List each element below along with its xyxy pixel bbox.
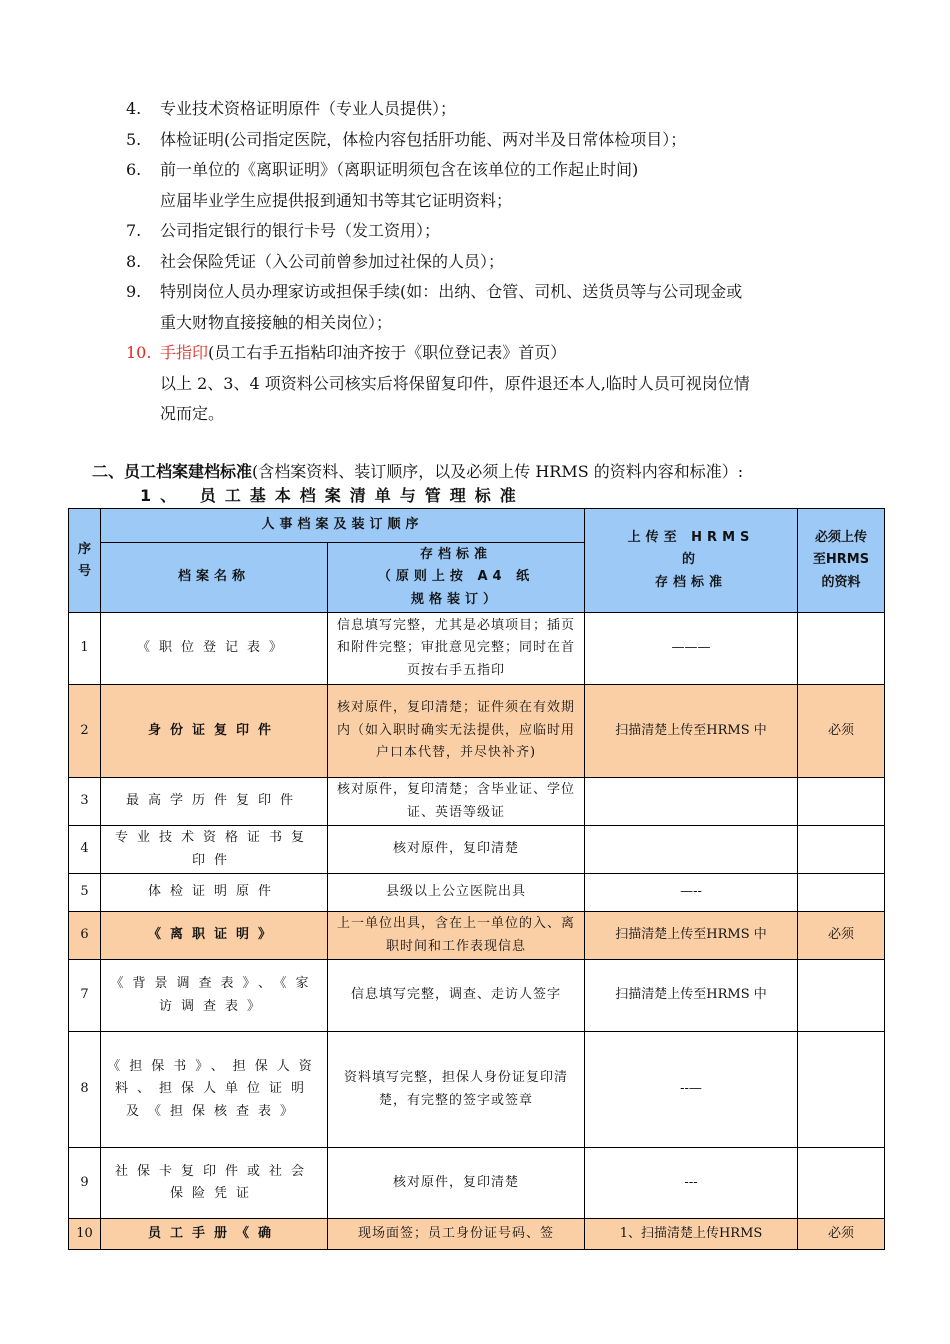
row-must — [798, 778, 885, 826]
row-no: 8 — [69, 1032, 101, 1148]
row-name: 身份证复印件 — [101, 685, 328, 778]
row-name: 《背景调查表》、《家访调查表》 — [101, 960, 328, 1032]
row-standard: 信息填写完整，调查、走访人签字 — [328, 960, 585, 1032]
row-standard: 现场面签；员工身份证号码、签 — [328, 1219, 585, 1250]
table-row — [69, 912, 885, 960]
list-item-extra: 应届毕业学生应提供报到通知书等其它证明资料； — [160, 190, 513, 210]
item-number: 8. — [126, 251, 142, 271]
item-number: 5. — [126, 129, 142, 149]
row-standard: 县级以上公立医院出具 — [328, 874, 585, 912]
item-text: 体检证明(公司指定医院，体检内容包括肝功能、两对半及日常体检项目）； — [160, 129, 687, 149]
row-must — [798, 613, 885, 685]
row-upload: 扫描清楚上传至HRMS 中 — [585, 912, 798, 960]
row-standard: 资料填写完整，担保人身份证复印清楚，有完整的签字或签章 — [328, 1032, 585, 1148]
list-item — [126, 277, 886, 308]
list-item — [126, 94, 886, 125]
list-item-continuation: 重大财物直接接触的相关岗位）； — [160, 312, 393, 332]
requirements-list — [126, 94, 886, 430]
item-text: 前一单位的《离职证明》（离职证明须包含在该单位的工作起止时间) — [160, 160, 639, 179]
row-name: 专业技术资格证书复印件 — [101, 826, 328, 874]
list-item — [126, 155, 886, 186]
row-name: 《担保书》、担保人资料、担保人单位证明及《担保核查表》 — [101, 1032, 328, 1148]
item-text: 专业技术资格证明原件（专业人员提供）； — [160, 99, 457, 118]
item-number: 4. — [126, 99, 142, 118]
row-upload: --— — [585, 1032, 798, 1148]
item-text: 公司指定银行的银行卡号（发工资用）； — [160, 221, 441, 240]
item-number: 7. — [126, 221, 142, 240]
row-no: 5 — [69, 874, 101, 912]
row-no: 4 — [69, 826, 101, 874]
row-no: 2 — [69, 685, 101, 778]
row-no: 1 — [69, 613, 101, 685]
row-no: 3 — [69, 778, 101, 826]
table-row — [69, 685, 885, 778]
row-name: 《离职证明》 — [101, 912, 328, 960]
row-must — [798, 1032, 885, 1148]
row-no: 9 — [69, 1148, 101, 1219]
row-must: 必须 — [798, 685, 885, 778]
item-number: 9. — [126, 282, 142, 301]
row-standard: 核对原件，复印清楚 — [328, 1148, 585, 1219]
row-no: 6 — [69, 912, 101, 960]
header-storage-standard: 存档标准 （原则上按 A4 纸 规格装订） — [328, 543, 585, 613]
row-upload: 扫描清楚上传至HRMS 中 — [585, 685, 798, 778]
table-row — [69, 1148, 885, 1219]
note-text-continuation: 况而定。 — [160, 404, 225, 423]
header-archive-name: 档案名称 — [101, 543, 328, 613]
row-upload: 扫描清楚上传至HRMS 中 — [585, 960, 798, 1032]
row-upload — [585, 778, 798, 826]
section-heading — [92, 460, 743, 484]
table-row — [69, 960, 885, 1032]
row-must: 必须 — [798, 912, 885, 960]
header-archive-group: 人事档案及装订顺序 — [101, 509, 585, 543]
row-name: 社保卡复印件或社会保险凭证 — [101, 1148, 328, 1219]
row-upload: ——— — [585, 613, 798, 685]
table-row — [69, 1219, 885, 1250]
subsection-title: 1、 员工基本档案清单与管理标准 — [140, 486, 525, 505]
row-upload — [585, 826, 798, 874]
table-row — [69, 778, 885, 826]
row-no: 10 — [69, 1219, 101, 1250]
header-upload-standard: 上传至 HRMS 的 存档标准 — [585, 509, 798, 613]
row-must — [798, 1148, 885, 1219]
row-standard: 信息填写完整，尤其是必填项目；插页和附件完整；审批意见完整；同时在首页按右手五指印 — [328, 613, 585, 685]
header-must-upload: 必须上传 至HRMS 的资料 — [798, 509, 885, 613]
header-no: 序号 — [69, 509, 101, 613]
section-description: (含档案资料、装订顺序，以及必须上传 HRMS 的资料内容和标准）: — [252, 462, 744, 481]
note-text: 以上 2、3、4 项资料公司核实后将保留复印件，原件退还本人,临时人员可视岗位情 — [160, 373, 750, 393]
row-upload: 1、扫描清楚上传HRMS — [585, 1219, 798, 1250]
list-item — [126, 216, 886, 247]
row-upload: --- — [585, 1148, 798, 1219]
row-standard: 核对原件，复印清楚；含毕业证、学位证、英语等级证 — [328, 778, 585, 826]
row-must — [798, 826, 885, 874]
list-item — [126, 247, 886, 278]
row-must — [798, 874, 885, 912]
row-name: 最高学历件复印件 — [101, 778, 328, 826]
list-item — [126, 125, 886, 156]
row-upload: —-- — [585, 874, 798, 912]
item-text: 特别岗位人员办理家访或担保手续(如：出纳、仓管、司机、送货员等与公司现金或 — [160, 282, 743, 301]
row-must — [798, 960, 885, 1032]
item-highlight-text: 手指印 — [160, 343, 209, 362]
list-item — [126, 338, 886, 369]
item-text: 社会保险凭证（入公司前曾参加过社保的人员）； — [160, 251, 505, 271]
row-name: 《职位登记表》 — [101, 613, 328, 685]
section-title: 二、员工档案建档标准 — [92, 462, 253, 481]
row-name: 员工手册《确 — [101, 1219, 328, 1250]
row-must: 必须 — [798, 1219, 885, 1250]
table-row — [69, 874, 885, 912]
item-number: 6. — [126, 160, 142, 179]
row-no: 7 — [69, 960, 101, 1032]
row-name: 体检证明原件 — [101, 874, 328, 912]
table-row — [69, 613, 885, 685]
row-standard: 核对原件，复印清楚；证件须在有效期内（如入职时确实无法提供，应临时用户口本代替，并尽快补齐) — [328, 685, 585, 778]
item-number: 10. — [126, 343, 152, 362]
table-row — [69, 1032, 885, 1148]
item-text: (员工右手五指粘印油齐按于《职位登记表》首页） — [208, 343, 567, 362]
row-standard: 上一单位出具，含在上一单位的入、离职时间和工作表现信息 — [328, 912, 585, 960]
table-row — [69, 826, 885, 874]
archive-standards-table — [68, 508, 885, 1250]
row-standard: 核对原件，复印清楚 — [328, 826, 585, 874]
